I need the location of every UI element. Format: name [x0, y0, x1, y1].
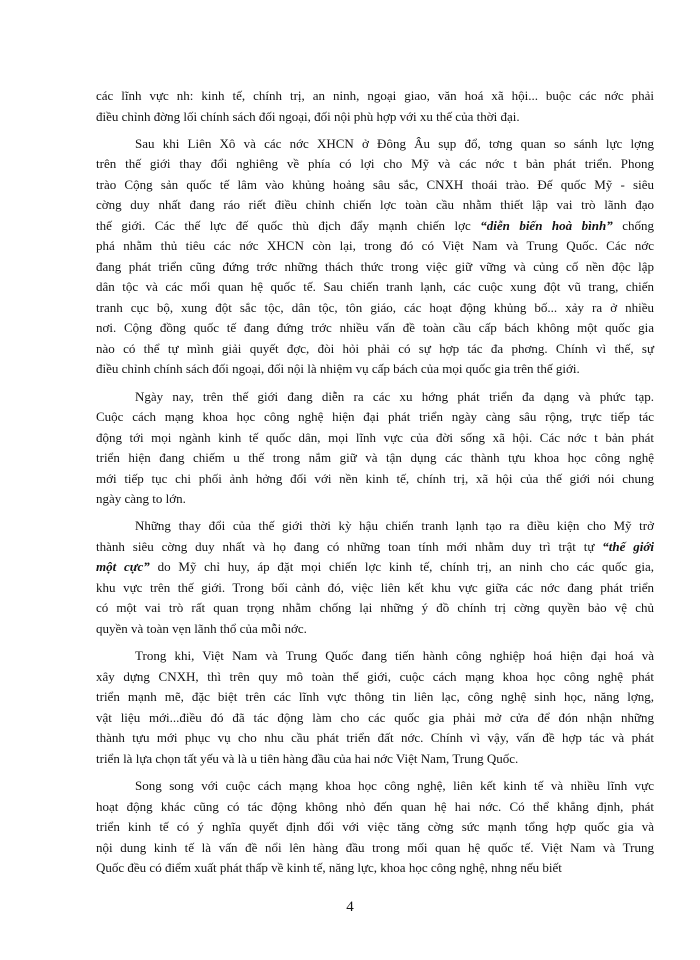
paragraph-2-line-9: tranh cục bộ, xung đột sắc tộc, dân tộc, tôn giáo, các hoạt động khủng bố... xảy ra ở nhiều	[96, 299, 654, 315]
paragraph-2-line-10: nơi. Cộng đồng quốc tế đang đứng trớc nhiều vấn đề toàn cầu cấp bách không một quốc gia	[96, 320, 654, 336]
page-number: 4	[346, 899, 354, 915]
text-segment: do Mỹ chỉ huy, áp đặt mọi chiến lợc kinh tế, chính trị, an ninh cho các quốc gia,	[149, 559, 654, 575]
paragraph-4-line-6: quyền và toàn vẹn lãnh thổ của mỗi nớc.	[96, 620, 307, 636]
paragraph-5-line-6: triển là lựa chọn tất yếu và là u tiên hàng đầu của hai nớc Việt Nam, Trung Quốc.	[96, 750, 519, 766]
paragraph-4-line-2	[96, 539, 654, 555]
paragraph-6-line-3: triển kinh tế có ý nghĩa quyết định đối với việc tăng cờng sức mạnh tổng hợp quốc gia và	[96, 819, 654, 834]
paragraph-2-line-12: điều chỉnh chính sách đối ngoại, đối nội là nhiệm vụ cấp bách của mọi quốc gia trên thế giới.	[96, 361, 580, 377]
paragraph-5-line-3: triển mạnh mẽ, đặc biệt trên các lĩnh vực thông tin liên lạc, công nghệ sinh học, năng lợng,	[96, 689, 654, 705]
paragraph-4-line-4: khu vực trên thế giới. Trong bối cảnh đó, việc liên kết khu vực giữa các nớc đang phát triển	[96, 579, 654, 595]
paragraph-5-line-2: xây dựng CNXH, thì trên quy mô toàn thế giới, cuộc cách mạng khoa học công nghệ phát	[96, 668, 654, 684]
paragraph-6-line-2: hoạt động khác cũng có tác động không nhỏ đến quan hệ hai nớc. Có thể khẳng định, phát	[96, 798, 654, 814]
text-segment: thế giới. Các thế lực đế quốc thù địch đẩy mạnh chiến lợc	[96, 217, 481, 233]
paragraph-6-line-5: Quốc đều có điểm xuất phát thấp về kinh tế, năng lực, khoa học công nghệ, nhng nếu biết	[96, 860, 562, 875]
paragraph-2-line-3: trào Cộng sản quốc tế lâm vào khủng hoảng sâu sắc, CNXH thoái trào. Đế quốc Mỹ - siêu	[96, 176, 654, 192]
paragraph-4-line-1: Những thay đổi của thế giới thời kỳ hậu chiến tranh lạnh tạo ra điều kiện cho Mỹ trở	[135, 518, 654, 534]
paragraph-6-line-1: Song song với cuộc cách mạng khoa học công nghệ, liên kết kinh tế và nhiều lĩnh vực	[135, 778, 654, 793]
paragraph-5-line-5: thành tựu mới phục vụ cho nhu cầu phát triển đất nớc. Chính vì vậy, vấn đề hợp tác và phát	[96, 730, 654, 746]
paragraph-2-line-4: cờng duy nhất đang ráo riết điều chỉnh chiến lợc toàn cầu nhằm thiết lập vai trò lãnh đạo	[96, 197, 654, 213]
paragraph-3-line-3: động tới mọi ngành kinh tế quốc dân, mọi lĩnh vực của đời sống xã hội. Các nớc t bản phát	[96, 429, 654, 445]
paragraph-3-line-6: ngày càng to lớn.	[96, 491, 186, 507]
paragraph-3-line-4: triển hiện đang chiếm u thế trong nắm giữ và tận dụng các thành tựu khoa học công nghệ	[96, 450, 654, 466]
paragraph-2-line-6: phá nhằm thủ tiêu các nớc XHCN còn lại, trong đó có Việt Nam và Trung Quốc. Các nớc	[96, 238, 654, 254]
paragraph-1-line-1: các lĩnh vực nh: kinh tế, chính trị, an ninh, ngoại giao, văn hoá xã hội... buộc các nớc phải	[96, 88, 654, 103]
paragraph-5-line-4: vật liệu mới...điều đó đã tác động làm cho các quốc gia phải mở cửa để đón nhận những	[96, 709, 654, 725]
text-segment: thành siêu cờng duy nhất và họ đang có những toan tính mới nhằm duy trì trật tự	[96, 538, 603, 554]
paragraph-2-line-2: trên thế giới thay đổi nghiêng về phía có lợi cho Mỹ và các nớc t bản phát triển. Phong	[96, 156, 654, 172]
paragraph-2-line-7: đang phát triển cũng đứng trớc những thách thức trong việc giữ vững và củng cố nền độc lập	[96, 258, 654, 274]
paragraph-2-line-8: dân tộc và các mối quan hệ quốc tế. Sau chiến tranh lạnh, các cuộc xung đột vũ trang, chiến	[96, 279, 654, 295]
paragraph-3-line-2: Cuộc cách mạng khoa học công nghệ hiện đại phát triển ngày càng sâu rộng, trực tiếp tác	[96, 409, 654, 425]
paragraph-5-line-1: Trong khi, Việt Nam và Trung Quốc đang tiến hành công nghiệp hoá hiện đại hoá và	[135, 648, 654, 664]
paragraph-3-line-5: mới tiếp tục chi phối ảnh hởng đối với nền kinh tế, chính trị, xã hội của thế giới nói chung	[96, 470, 654, 486]
paragraph-4-line-5: có một vai trò rất quan trọng nhằm chống lại những ý đồ chính trị cờng quyền bảo vệ chủ	[96, 600, 654, 616]
paragraph-2-line-5	[96, 218, 654, 234]
emphasized-phrase: “thế giới	[602, 538, 654, 554]
paragraph-6-line-4: nội dung kinh tế là vấn đề nổi lên hàng đầu trong mối quan hệ quốc tế. Việt Nam và Trung	[96, 839, 654, 855]
paragraph-2-line-1: Sau khi Liên Xô và các nớc XHCN ở Đông Âu sụp đổ, tơng quan so sánh lực lợng	[135, 135, 654, 151]
paragraph-3-line-1: Ngày nay, trên thế giới đang diễn ra các xu hớng phát triển đa dạng và phức tạp.	[135, 388, 654, 404]
emphasized-phrase: một cực”	[96, 559, 150, 575]
paragraph-4-line-3	[96, 559, 654, 575]
emphasized-phrase: “diễn biến hoà bình”	[480, 217, 613, 233]
text-segment: chống	[612, 217, 654, 233]
paragraph-2-line-11: nào có thể tự mình giải quyết đợc, đòi hỏi phải có sự hợp tác đa phơng. Chính vì thế, sự	[96, 340, 654, 356]
paragraph-1-line-2: điều chỉnh đờng lối chính sách đối ngoại, đối nội phù hợp với xu thế của thời đại.	[96, 108, 520, 124]
